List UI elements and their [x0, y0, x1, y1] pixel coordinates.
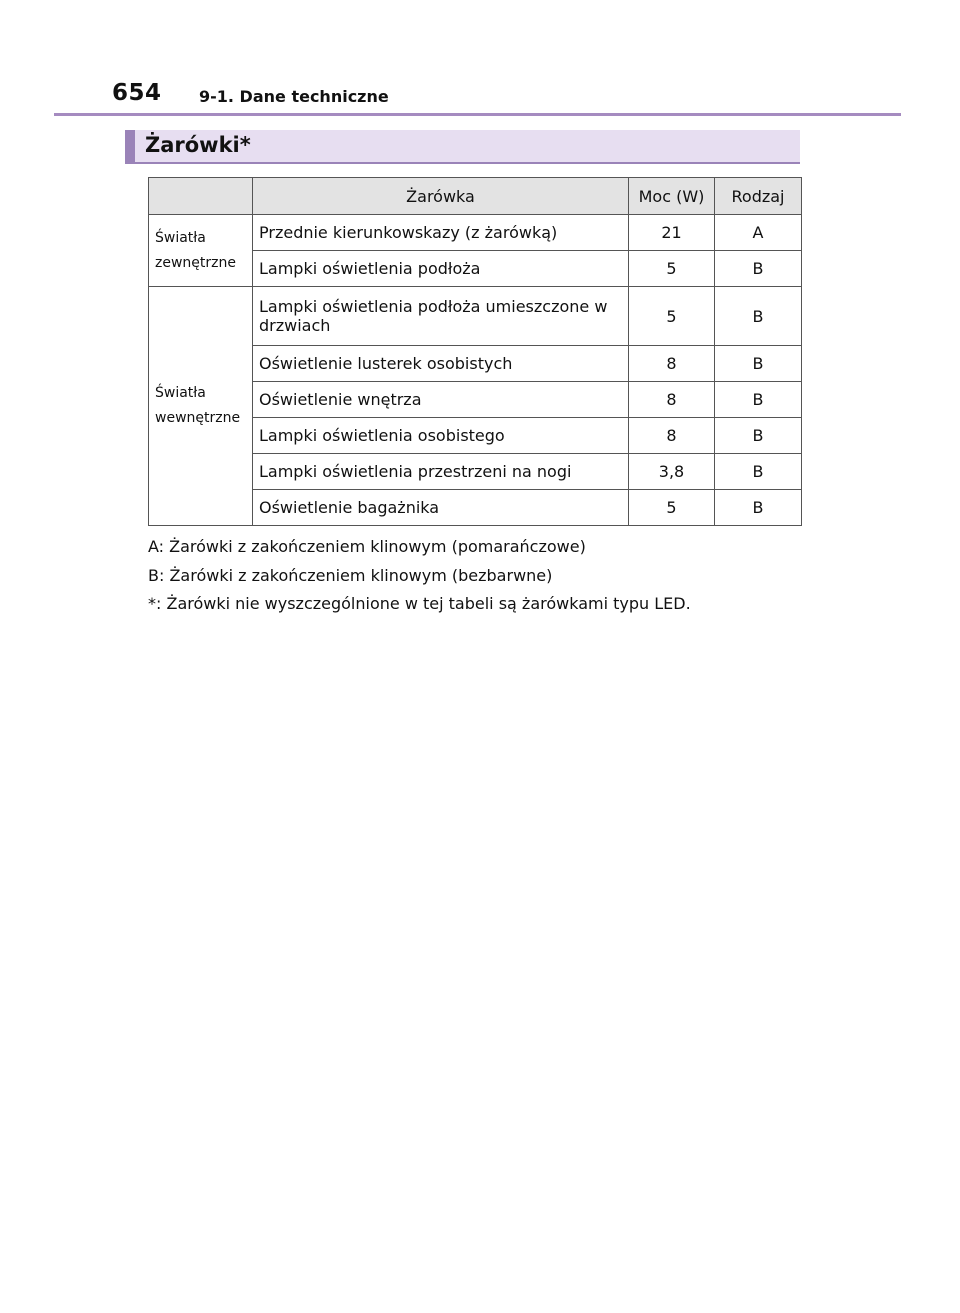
group-label-exterior: Światła zewnętrzne [149, 215, 253, 287]
footnote-asterisk: *: Żarówki nie wyszczególnione w tej tabeli są żarówkami typu LED. [148, 594, 691, 613]
header-divider [54, 113, 901, 116]
column-header-type: Rodzaj [715, 178, 802, 215]
column-header-group [149, 178, 253, 215]
bulb-name: Oświetlenie wnętrza [253, 382, 629, 418]
chapter-title: 9-1. Dane techniczne [199, 87, 389, 106]
page-number: 654 [112, 80, 162, 106]
section-title: Żarówki* [145, 133, 251, 157]
bulb-type: B [715, 490, 802, 526]
group-label-interior: Światła wewnętrzne [149, 287, 253, 526]
table-row [149, 287, 802, 346]
bulb-type: A [715, 215, 802, 251]
bulb-table [148, 177, 802, 526]
bulb-type: B [715, 346, 802, 382]
column-header-bulb: Żarówka [253, 178, 629, 215]
bulb-power: 21 [629, 215, 715, 251]
table-row [149, 215, 802, 251]
bulb-name: Lampki oświetlenia podłoża umieszczone w drzwiach [253, 287, 629, 346]
bulb-power: 8 [629, 346, 715, 382]
bulb-power: 8 [629, 382, 715, 418]
bulb-name: Oświetlenie bagażnika [253, 490, 629, 526]
table-header-row [149, 178, 802, 215]
bulb-power: 5 [629, 251, 715, 287]
bulb-power: 5 [629, 287, 715, 346]
bulb-name: Lampki oświetlenia osobistego [253, 418, 629, 454]
footnote-a: A: Żarówki z zakończeniem klinowym (pomarańczowe) [148, 537, 586, 556]
table-footnotes [148, 533, 691, 619]
page-header [0, 0, 960, 120]
footnote-b: B: Żarówki z zakończeniem klinowym (bezbarwne) [148, 565, 553, 585]
bulb-type: B [715, 382, 802, 418]
bulb-name: Przednie kierunkowskazy (z żarówką) [253, 215, 629, 251]
bulb-type: B [715, 287, 802, 346]
bulb-name: Oświetlenie lusterek osobistych [253, 346, 629, 382]
bulb-power: 8 [629, 418, 715, 454]
bulb-name: Lampki oświetlenia podłoża [253, 251, 629, 287]
bulb-power: 5 [629, 490, 715, 526]
section-heading [125, 130, 800, 164]
bulb-type: B [715, 418, 802, 454]
bulb-name: Lampki oświetlenia przestrzeni na nogi [253, 454, 629, 490]
bulb-type: B [715, 454, 802, 490]
column-header-power: Moc (W) [629, 178, 715, 215]
bulb-type: B [715, 251, 802, 287]
bulb-power: 3,8 [629, 454, 715, 490]
